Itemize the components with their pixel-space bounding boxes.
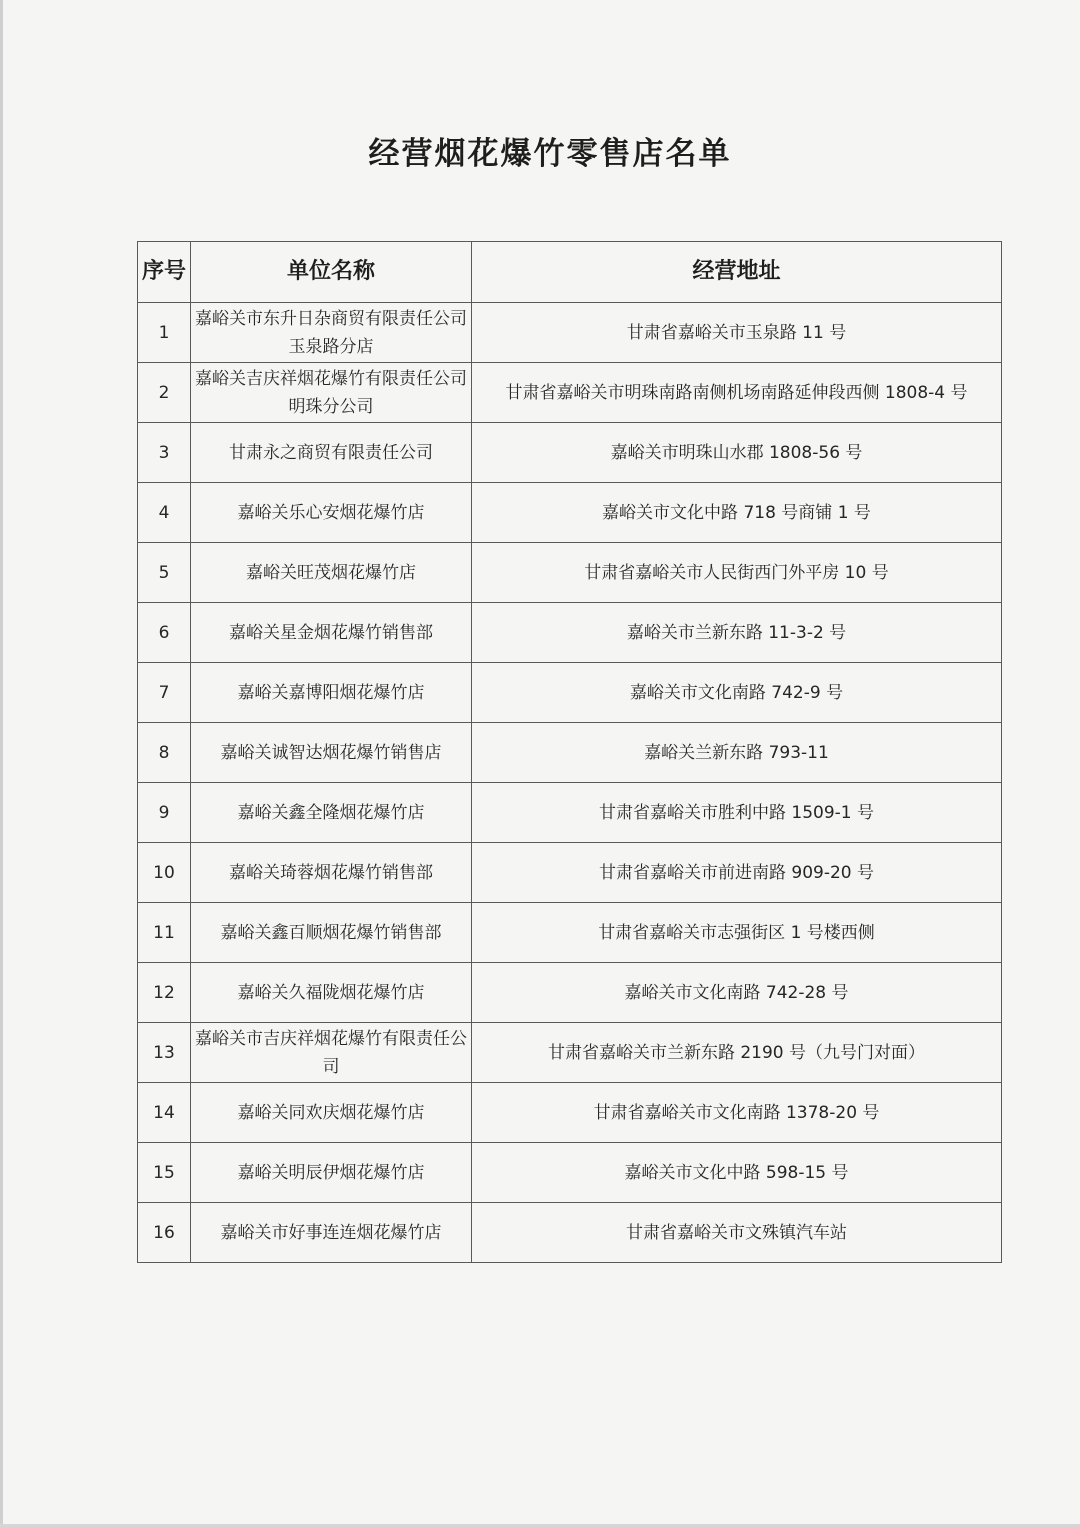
cell-unit-name: 嘉峪关明辰伊烟花爆竹店 (191, 1143, 472, 1203)
cell-index: 11 (138, 903, 191, 963)
retail-store-table (137, 241, 1002, 1263)
cell-unit-name: 嘉峪关鑫全隆烟花爆竹店 (191, 783, 472, 843)
cell-unit-name: 甘肃永之商贸有限责任公司 (191, 423, 472, 483)
cell-unit-name: 嘉峪关市东升日杂商贸有限责任公司玉泉路分店 (191, 303, 472, 363)
cell-address: 嘉峪关市文化中路 598-15 号 (472, 1143, 1002, 1203)
cell-index: 1 (138, 303, 191, 363)
table-row (138, 723, 1002, 783)
cell-index: 7 (138, 663, 191, 723)
table-row (138, 903, 1002, 963)
cell-index: 12 (138, 963, 191, 1023)
cell-index: 4 (138, 483, 191, 543)
cell-unit-name: 嘉峪关市吉庆祥烟花爆竹有限责任公司 (191, 1023, 472, 1083)
cell-address: 甘肃省嘉峪关市文化南路 1378-20 号 (472, 1083, 1002, 1143)
table-row (138, 783, 1002, 843)
cell-unit-name: 嘉峪关诚智达烟花爆竹销售店 (191, 723, 472, 783)
cell-index: 15 (138, 1143, 191, 1203)
cell-unit-name: 嘉峪关乐心安烟花爆竹店 (191, 483, 472, 543)
cell-index: 6 (138, 603, 191, 663)
table-row (138, 963, 1002, 1023)
cell-address: 嘉峪关市明珠山水郡 1808-56 号 (472, 423, 1002, 483)
cell-unit-name: 嘉峪关琦蓉烟花爆竹销售部 (191, 843, 472, 903)
cell-address: 嘉峪关市文化南路 742-9 号 (472, 663, 1002, 723)
cell-unit-name: 嘉峪关星金烟花爆竹销售部 (191, 603, 472, 663)
cell-index: 14 (138, 1083, 191, 1143)
header-unit-name: 单位名称 (191, 242, 472, 303)
table-row (138, 1083, 1002, 1143)
cell-address: 甘肃省嘉峪关市前进南路 909-20 号 (472, 843, 1002, 903)
cell-address: 嘉峪关兰新东路 793-11 (472, 723, 1002, 783)
cell-address: 甘肃省嘉峪关市明珠南路南侧机场南路延伸段西侧 1808-4 号 (472, 363, 1002, 423)
table-row (138, 843, 1002, 903)
cell-unit-name: 嘉峪关鑫百顺烟花爆竹销售部 (191, 903, 472, 963)
table-row (138, 1023, 1002, 1083)
cell-unit-name: 嘉峪关吉庆祥烟花爆竹有限责任公司明珠分公司 (191, 363, 472, 423)
cell-address: 甘肃省嘉峪关市胜利中路 1509-1 号 (472, 783, 1002, 843)
cell-index: 13 (138, 1023, 191, 1083)
cell-address: 甘肃省嘉峪关市玉泉路 11 号 (472, 303, 1002, 363)
table-row (138, 543, 1002, 603)
cell-address: 甘肃省嘉峪关市人民街西门外平房 10 号 (472, 543, 1002, 603)
page-edge (0, 0, 3, 1527)
cell-address: 嘉峪关市文化中路 718 号商铺 1 号 (472, 483, 1002, 543)
table-row (138, 1203, 1002, 1263)
table-row (138, 1143, 1002, 1203)
cell-index: 5 (138, 543, 191, 603)
table-row (138, 303, 1002, 363)
cell-unit-name: 嘉峪关旺茂烟花爆竹店 (191, 543, 472, 603)
document-title: 经营烟花爆竹零售店名单 (368, 136, 732, 172)
cell-address: 甘肃省嘉峪关市文殊镇汽车站 (472, 1203, 1002, 1263)
cell-index: 2 (138, 363, 191, 423)
table-row (138, 423, 1002, 483)
header-address: 经营地址 (472, 242, 1002, 303)
cell-index: 16 (138, 1203, 191, 1263)
cell-unit-name: 嘉峪关市好事连连烟花爆竹店 (191, 1203, 472, 1263)
cell-unit-name: 嘉峪关嘉博阳烟花爆竹店 (191, 663, 472, 723)
table-header-row (138, 242, 1002, 303)
cell-address: 甘肃省嘉峪关市志强街区 1 号楼西侧 (472, 903, 1002, 963)
cell-unit-name: 嘉峪关同欢庆烟花爆竹店 (191, 1083, 472, 1143)
table-row (138, 363, 1002, 423)
cell-index: 3 (138, 423, 191, 483)
cell-address: 甘肃省嘉峪关市兰新东路 2190 号（九号门对面） (472, 1023, 1002, 1083)
cell-address: 嘉峪关市兰新东路 11-3-2 号 (472, 603, 1002, 663)
table-row (138, 603, 1002, 663)
cell-index: 8 (138, 723, 191, 783)
header-index: 序号 (138, 242, 191, 303)
cell-address: 嘉峪关市文化南路 742-28 号 (472, 963, 1002, 1023)
cell-unit-name: 嘉峪关久福陇烟花爆竹店 (191, 963, 472, 1023)
table-row (138, 483, 1002, 543)
cell-index: 9 (138, 783, 191, 843)
cell-index: 10 (138, 843, 191, 903)
table-row (138, 663, 1002, 723)
